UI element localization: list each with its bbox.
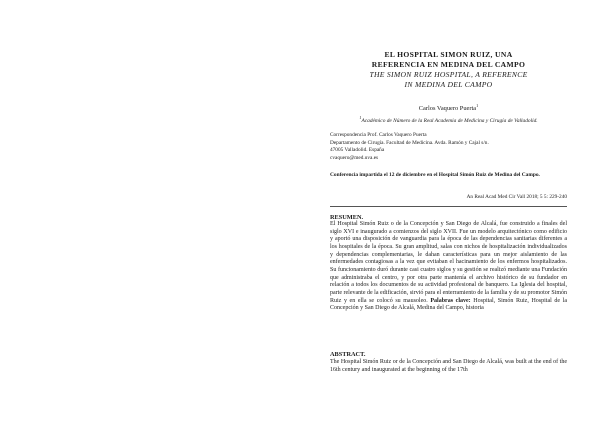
affiliation-text: Académico de Número de la Real Academia de Medicina y Cirugía de Valladolid. xyxy=(361,118,538,124)
correspondence-line: 47005 Valladolid. España xyxy=(330,147,385,154)
correspondence-line: Correspondencia Prof. Carlos Vaquero Puerta xyxy=(330,132,427,138)
affiliation xyxy=(330,115,567,125)
resumen-heading: RESUMEN. xyxy=(330,214,364,221)
correspondence-block xyxy=(330,132,567,162)
keywords-text: Hospital, Simón Ruiz, Hospital de la Concepción y San Diego de Alcalá, Medina del Campo, historia xyxy=(330,297,568,312)
resumen-body xyxy=(330,221,567,313)
resumen-text: El Hospital Simón Ruiz o de la Concepción y San Diego de Alcalá, fue construido a finales del siglo XVI e inaugurado a comienzos del siglo XVII. Fue un modelo arquitectónico como edificio y aportó una disposición de vanguardia para la época de las dependencias sanitarias diferentes a los hospitales de la época. Su gran amplitud, salas con nichos de hospitalización individualizados y dependencias complementarias, le dahan características para un mejor aislamiento de las enfermedades contagiosas a la vez que evitaban el hacinamiento de los enfermos hospitalizados. Su funcionamiento duró durante casi cuatro siglos y su gestión se realizó mediante una Fundación que administraba el centro, y por otra parte mantenía el archivo histórico de su fundador en relación a todos los documentos de su actividad profesional de banquero. La Iglesia del hospital, parte relevante de la edificación, sirvió para el enterramiento de la familia y de su promotor Simón Ruiz y en ella se colocó su mausoleo. xyxy=(330,221,567,304)
author-line xyxy=(330,102,567,113)
article-title xyxy=(330,50,567,70)
subtitle-line: IN MEDINA DEL CAMPO xyxy=(404,79,493,89)
conference-note: Conferencia impartida el 12 de diciembre en el Hospital Simón Ruiz de Medina del Campo. xyxy=(330,172,540,178)
correspondence-line: Departamento de Cirugía. Facultad de Medicina. Avda. Ramón y Cajal s/n. xyxy=(330,139,489,146)
subtitle-line: THE SIMON RUIZ HOSPITAL, A REFERENCE xyxy=(369,70,528,79)
journal-citation: An Real Acad Med Cir Vall 2018; 5 5: 229-240 xyxy=(466,194,567,200)
title-line: REFERENCIA EN MEDINA DEL CAMPO xyxy=(371,59,526,69)
article-subtitle xyxy=(330,70,567,89)
affiliation-superscript: 1 xyxy=(359,115,362,121)
author-superscript: 1 xyxy=(476,102,479,108)
keywords-label: Palabras clave: xyxy=(430,297,471,304)
abstract-heading: ABSTRACT. xyxy=(330,351,366,358)
author-name: Carlos Vaquero Puerta xyxy=(418,105,477,112)
abstract-body: The Hospital Simón Ruiz or de la Concepción and San Diego de Alcalá, was built at the end of the 16th century and inaugurated at the beginning of the 17th xyxy=(330,359,567,373)
section-divider xyxy=(330,206,567,207)
title-line: EL HOSPITAL SIMON RUIZ, UNA xyxy=(384,50,513,59)
correspondence-email[interactable]: cvaquero@med.uva.es xyxy=(330,154,379,161)
